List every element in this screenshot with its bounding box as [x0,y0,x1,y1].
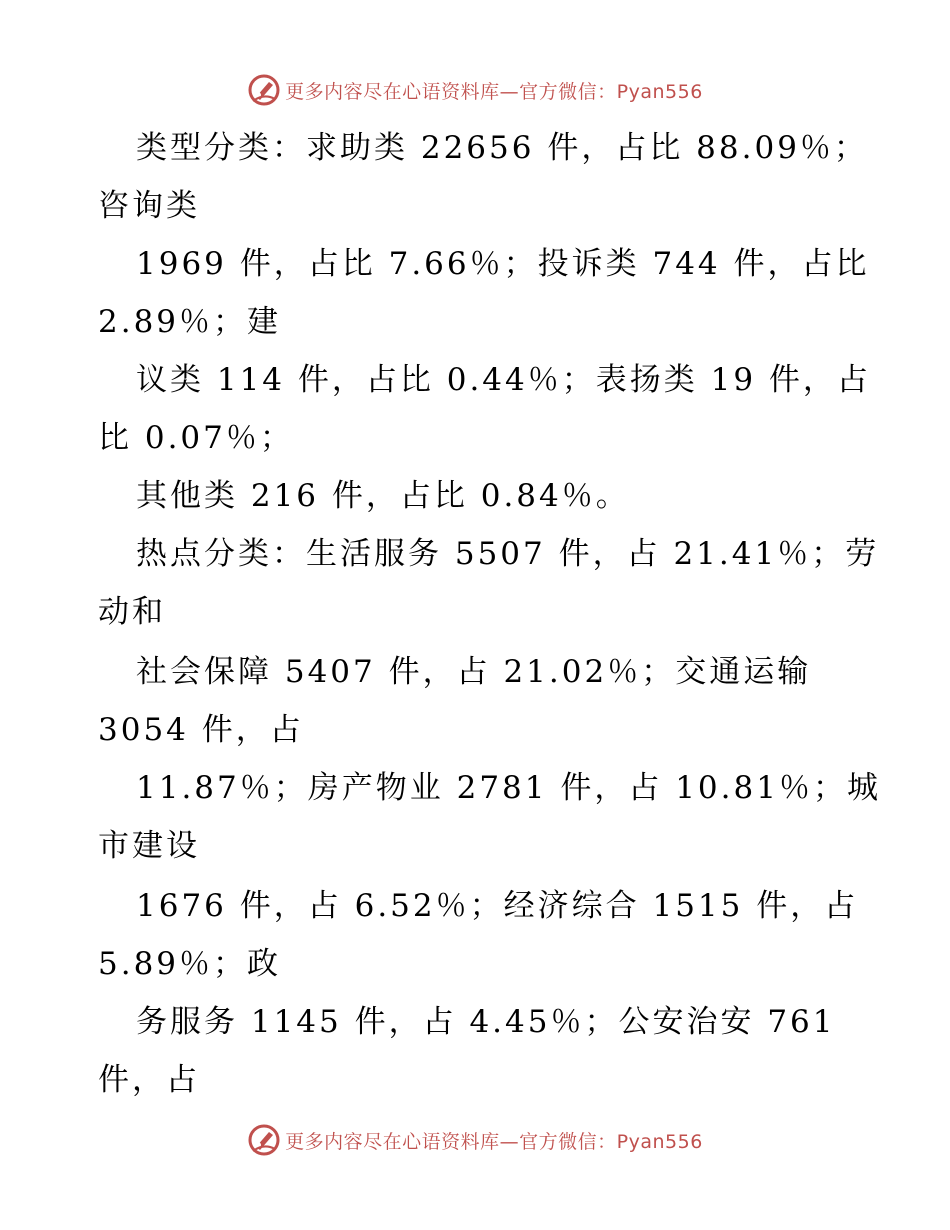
text-line: 11.87％；房产物业 2781 件，占 10.81％；城 [136,770,881,806]
text-line: 动和 [98,594,166,630]
watermark-text: 更多内容尽在心语资料库—官方微信：Pyan556 [285,1130,703,1153]
header-watermark [0,70,950,110]
text-line: 热点分类：生活服务 5507 件，占 21.41％；劳 [136,536,880,572]
text-line: 1969 件，占比 7.66％；投诉类 744 件，占比 [136,246,870,282]
text-line: 其他类 216 件，占比 0.84％。 [136,478,630,514]
text-line: 市建设 [98,828,200,864]
text-line: 议类 114 件，占比 0.44％；表扬类 19 件，占 [136,362,871,398]
text-line: 类型分类：求助类 22656 件，占比 88.09％； [136,130,868,166]
pen-logo-icon [247,1123,281,1157]
watermark-text: 更多内容尽在心语资料库—官方微信：Pyan556 [285,80,703,103]
text-line: 务服务 1145 件，占 4.45％；公安治安 761 [136,1004,836,1040]
text-line: 3054 件，占 [98,712,304,748]
text-line: 件，占 [98,1062,200,1098]
pen-logo-icon [247,73,281,107]
text-line: 2.89％；建 [98,304,282,340]
text-line: 比 0.07％； [98,420,294,456]
footer-watermark [0,1120,950,1160]
text-line: 社会保障 5407 件，占 21.02％；交通运输 [136,654,812,690]
text-line: 咨询类 [98,188,200,224]
text-line: 1676 件，占 6.52％；经济综合 1515 件，占 [136,888,859,924]
text-line: 5.89％；政 [98,946,282,982]
